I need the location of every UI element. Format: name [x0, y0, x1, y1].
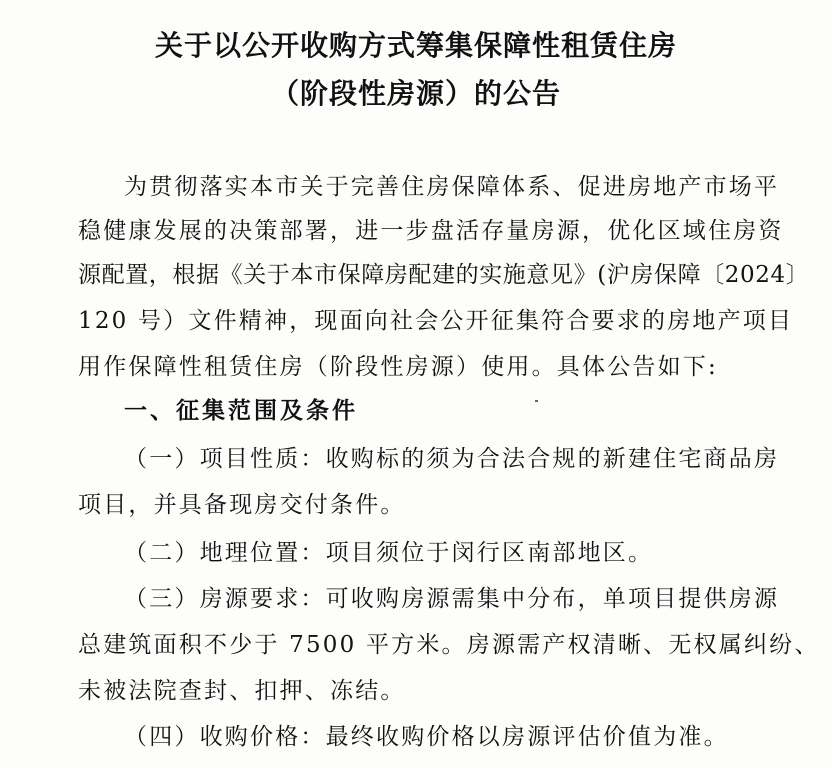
- scan-speck: [535, 400, 538, 402]
- intro-line-4: 120 号）文件精神，现面向社会公开征集符合要求的房地产项目: [78, 308, 794, 334]
- section-1-item-4-line-1: （四）收购价格：最终收购价格以房源评估价值为准。: [124, 724, 729, 750]
- section-1-item-3-line-3: 未被法院查封、扣押、冻结。: [78, 678, 406, 704]
- intro-line-3: 源配置，根据《关于本市保障房配建的实施意见》(沪房保障〔2024〕: [78, 262, 810, 288]
- section-1-item-3-line-1: （三）房源要求：可收购房源需集中分布，单项目提供房源: [124, 586, 780, 612]
- section-1-item-2-line-1: （二）地理位置：项目须位于闵行区南部地区。: [124, 540, 654, 566]
- intro-line-2: 稳健康发展的决策部署，进一步盘活存量房源，优化区域住房资: [78, 218, 784, 244]
- section-1-heading: 一、征集范围及条件: [124, 398, 358, 424]
- intro-line-1: 为贯彻落实本市关于完善住房保障体系、促进房地产市场平: [124, 174, 780, 200]
- intro-line-5: 用作保障性租赁住房（阶段性房源）使用。具体公告如下:: [78, 354, 718, 380]
- document-title-line-2: （阶段性房源）的公告: [270, 77, 561, 110]
- section-1-item-1-line-2: 项目，并具备现房交付条件。: [78, 492, 406, 518]
- section-1-item-1-line-1: （一）项目性质：收购标的须为合法合规的新建住宅商品房: [124, 446, 780, 472]
- document-title-line-1: 关于以公开收购方式筹集保障性租赁住房: [154, 29, 677, 62]
- section-1-item-3-line-2: 总建筑面积不少于 7500 平方米。房源需产权清晰、无权属纠纷、: [78, 632, 820, 658]
